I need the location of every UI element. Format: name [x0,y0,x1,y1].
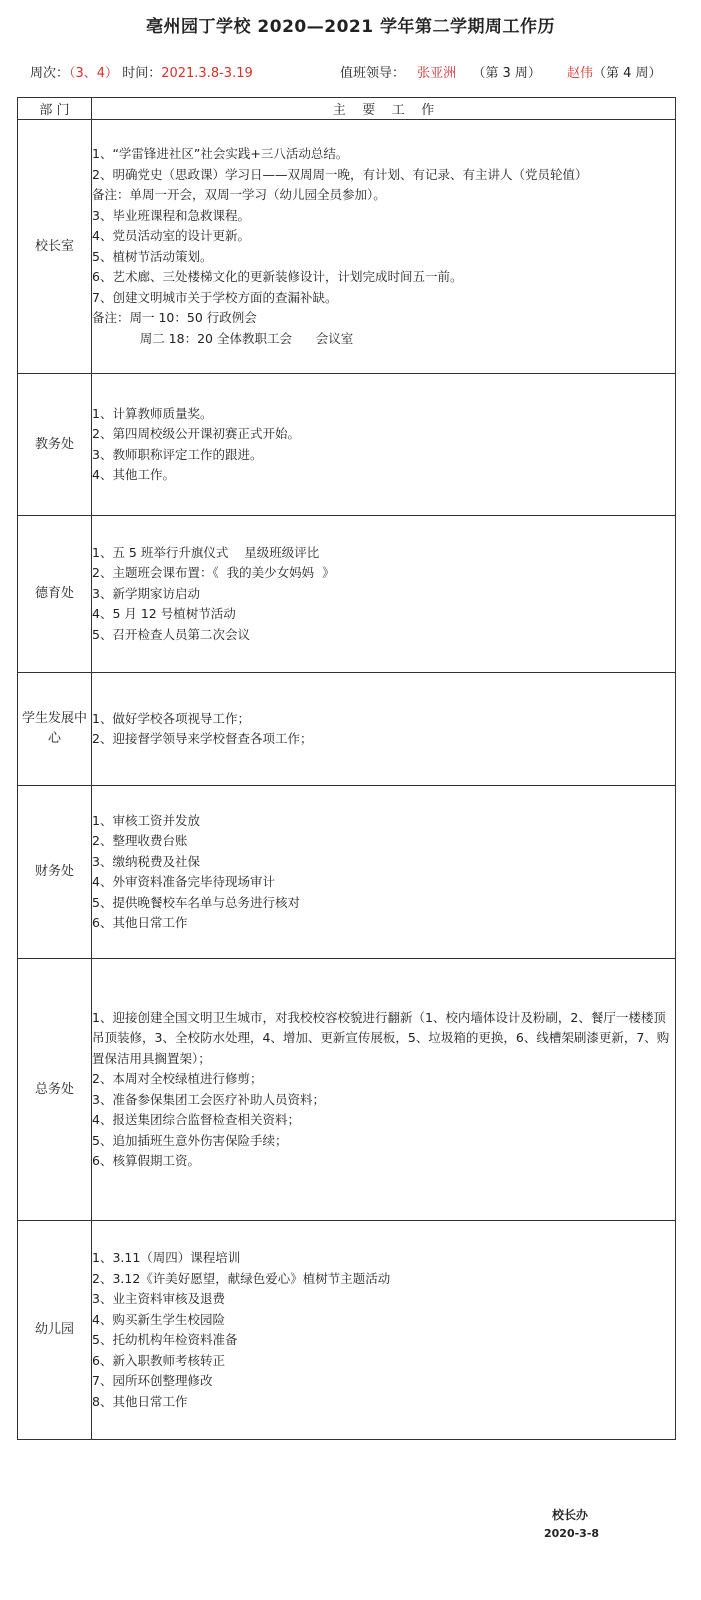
table-row [18,786,676,959]
table-row [18,1221,676,1440]
work-item: 5、追加插班生意外伤害保险手续； [92,1132,288,1148]
leader2-week: （第 4 周） [593,66,662,81]
table-row [18,673,676,786]
time-value: 2021.3.8-3.19 [161,66,253,81]
work-item: 1、3.11（周四）课程培训 [92,1250,241,1265]
work-item: 3、准备参保集团工会医疗补助人员资料； [92,1091,325,1107]
work-item: 2、主题班会课布置：《 我的美少女妈妈 》 [92,565,335,581]
work-item: 7、创建文明城市关于学校方面的查漏补缺。 [92,289,338,305]
work-item: 5、植树节活动策划。 [92,248,213,264]
time-label: 时间： [122,66,162,81]
work-item: 4、报送集团综合监督检查相关资料； [92,1112,300,1127]
work-item: 5、提供晚餐校车名单与总务进行核对 [92,894,300,910]
work-items [92,786,676,959]
dept-name: 德育处 [18,516,92,673]
work-items [92,959,676,1221]
work-item: 5、托幼机构年检资料准备 [92,1332,238,1347]
work-items [92,1221,676,1440]
work-item: 2、3.12《许美好愿望，献绿色爱心》植树节主题活动 [92,1270,391,1286]
work-item: 1、迎接创建全国文明卫生城市，对我校校容校貌进行翻新（1、校内墙体设计及粉刷，2、餐厅一楼楼顶吊顶装修，3、全校防水处理，4、增加、更新宣传展板，5、垃圾箱的更换，6、线槽架刷漆更新，7、购置保洁用具搁置架）； [92,1009,670,1066]
table-row [18,959,676,1221]
dept-name: 财务处 [18,786,92,959]
work-item: 4、购买新生学生校园险 [92,1311,225,1327]
work-item: 6、其他日常工作 [92,915,188,930]
work-item: 5、召开检查人员第二次会议 [92,626,250,642]
leader2-name: 赵伟 [567,66,594,81]
dept-name: 总务处 [18,959,92,1221]
work-item: 备注：周一 10：50 行政例会 [92,310,257,325]
work-item: 3、业主资料审核及退费 [92,1291,225,1306]
work-item: 4、5 月 12 号植树节活动 [92,606,236,622]
work-item: 3、缴纳税费及社保 [92,853,200,869]
work-items [92,516,676,673]
work-item: 1、“学雷锋进社区”社会实践+三八活动总结。 [92,146,349,161]
work-item: 4、外审资料准备完毕待现场审计 [92,874,275,889]
page-title: 亳州园丁学校 2020—2021 学年第二学期周工作历 [146,17,555,37]
table-row [18,516,676,673]
dept-name: 学生发展中心 [18,673,92,786]
work-item: 4、其他工作。 [92,467,175,482]
week-info [30,62,253,81]
work-items [92,374,676,516]
work-item: 周二 18：20 全体教职工会 会议室 [92,330,354,346]
dept-name: 校长室 [18,120,92,374]
work-item: 3、新学期家访启动 [92,585,200,601]
week-label: 周次： [30,66,70,81]
work-item: 1、审核工资并发放 [92,812,200,828]
work-item: 6、新入职教师考核转正 [92,1352,225,1368]
work-item: 8、其他日常工作 [92,1393,188,1409]
table-header-row [18,98,676,120]
work-items [92,673,676,786]
table-row [18,374,676,516]
work-schedule-table [17,97,676,1440]
work-item: 6、艺术廊、三处楼梯文化的更新装修设计，计划完成时间五一前。 [92,269,463,284]
work-items [92,120,676,374]
signature-date: 2020-3-8 [544,1527,600,1540]
work-item: 2、整理收费台账 [92,833,188,848]
dept-name: 教务处 [18,374,92,516]
signature-office: 校长办 [552,1508,589,1522]
work-item: 4、党员活动室的设计更新。 [92,228,250,243]
work-item: 备注：单周一开会，双周一学习（幼儿园全员参加）。 [92,187,386,202]
week-value: （3、4） [69,66,119,81]
work-item: 1、计算教师质量奖。 [92,405,213,421]
table-row [18,120,676,374]
work-item: 2、本周对全校绿植进行修剪； [92,1071,263,1086]
header-work: 主 要 工 作 [92,98,676,120]
work-item: 6、核算假期工资。 [92,1153,200,1168]
leader1-name: 张亚洲 [417,66,457,81]
work-item: 2、第四周校级公开课初赛正式开始。 [92,426,300,441]
duty-leaders [340,62,662,81]
work-item: 1、五 5 班举行升旗仪式 星级班级评比 [92,544,320,560]
dept-name: 幼儿园 [18,1221,92,1440]
leader-label: 值班领导： [340,66,406,81]
work-item: 1、做好学校各项视导工作； [92,710,250,726]
work-item: 3、毕业班课程和急救课程。 [92,207,250,223]
work-item: 2、明确党史（思政课）学习日——双周周一晚，有计划、有记录、有主讲人（党员轮值） [92,166,588,182]
work-item: 2、迎接督学领导来学校督查各项工作； [92,731,313,746]
header-dept: 部 门 [18,98,92,120]
leader1-week: （第 3 周） [472,66,541,81]
work-item: 3、教师职称评定工作的跟进。 [92,446,263,462]
work-item: 7、园所环创整理修改 [92,1373,213,1388]
table-body [18,120,676,1440]
